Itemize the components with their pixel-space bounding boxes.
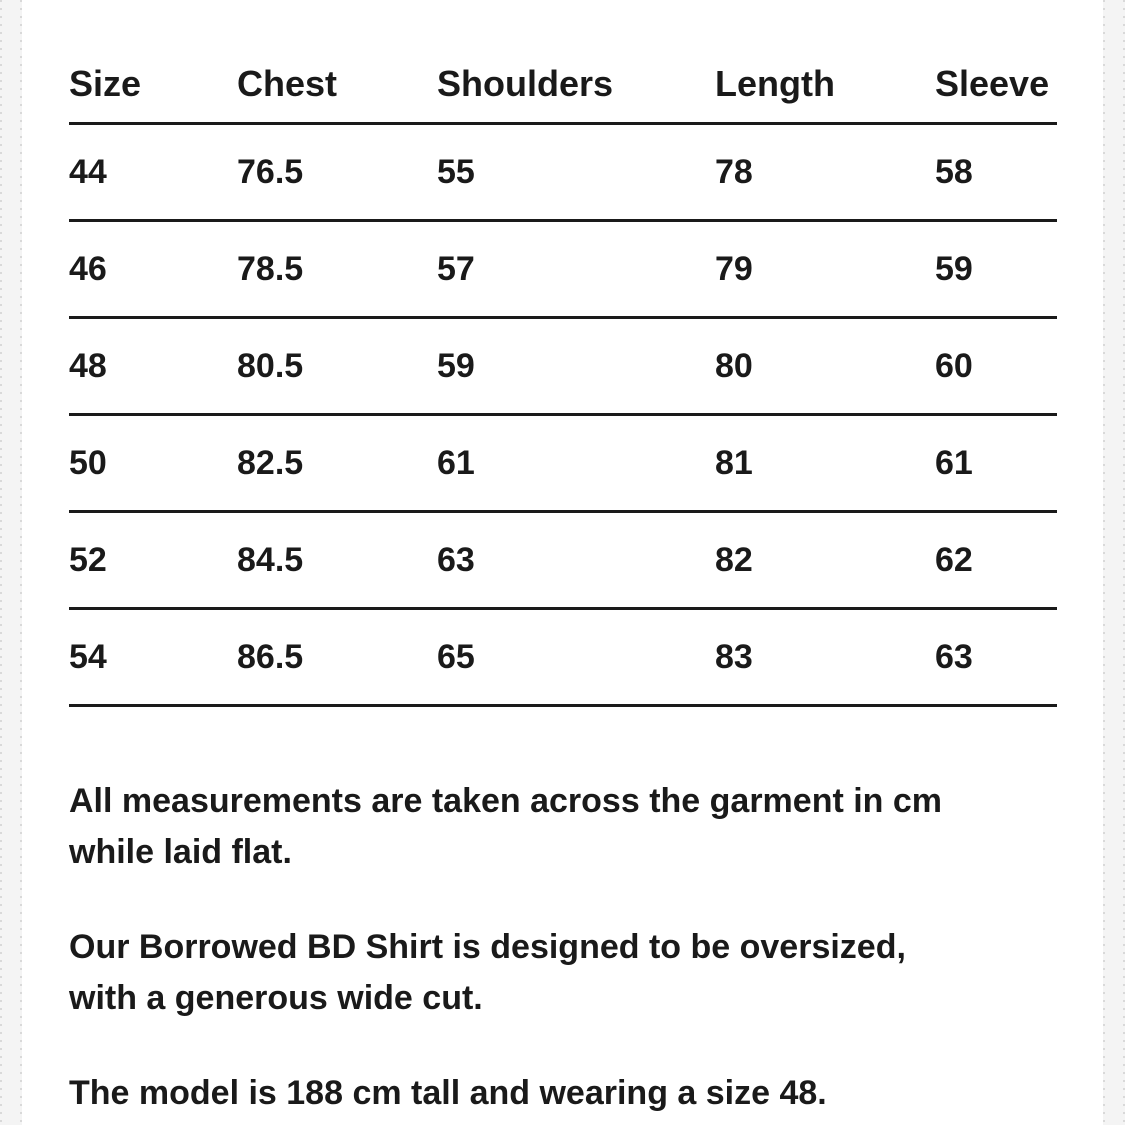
table-row <box>69 319 1057 416</box>
size-cell: 46 <box>69 249 107 288</box>
length-cell: 78 <box>715 152 753 191</box>
length-cell: 80 <box>715 346 753 385</box>
header-sleeve: Sleeve <box>935 63 1050 104</box>
table-row <box>69 125 1057 222</box>
length-cell: 79 <box>715 249 753 288</box>
sleeve-cell: 59 <box>935 249 973 288</box>
table-row <box>69 416 1057 513</box>
sleeve-cell: 60 <box>935 346 973 385</box>
fit-note <box>69 922 1069 1024</box>
header-chest: Chest <box>237 63 338 104</box>
size-table <box>69 46 1057 707</box>
size-cell: 54 <box>69 637 107 676</box>
chest-cell: 80.5 <box>237 346 304 385</box>
sleeve-cell: 58 <box>935 152 973 191</box>
chest-cell: 84.5 <box>237 540 304 579</box>
header-size: Size <box>69 63 142 104</box>
measurement-note-line2: while laid flat. <box>69 833 292 871</box>
size-notes <box>69 776 1069 1119</box>
size-guide-sheet <box>22 0 1103 1125</box>
size-cell: 44 <box>69 152 107 191</box>
header-shoulders: Shoulders <box>437 63 614 104</box>
length-cell: 81 <box>715 443 753 482</box>
measurement-note-line1: All measurements are taken across the garment in cm <box>69 782 943 820</box>
size-cell: 48 <box>69 346 107 385</box>
chest-cell: 82.5 <box>237 443 304 482</box>
chest-cell: 78.5 <box>237 249 304 288</box>
header-length: Length <box>715 63 835 104</box>
sleeve-cell: 62 <box>935 540 973 579</box>
chest-cell: 76.5 <box>237 152 304 191</box>
length-cell: 82 <box>715 540 753 579</box>
size-cell: 50 <box>69 443 107 482</box>
shoulders-cell: 63 <box>437 540 475 579</box>
model-note: The model is 188 cm tall and wearing a size 48. <box>69 1074 827 1112</box>
right-border-strip <box>1103 0 1125 1125</box>
table-header-row <box>69 46 1057 125</box>
fit-note-line1: Our Borrowed BD Shirt is designed to be oversized, <box>69 928 906 966</box>
sleeve-cell: 63 <box>935 637 973 676</box>
size-cell: 52 <box>69 540 107 579</box>
table-row <box>69 610 1057 707</box>
sleeve-cell: 61 <box>935 443 973 482</box>
measurement-note <box>69 776 1069 878</box>
left-border-strip <box>0 0 22 1125</box>
table-row <box>69 222 1057 319</box>
table-row <box>69 513 1057 610</box>
shoulders-cell: 61 <box>437 443 475 482</box>
chest-cell: 86.5 <box>237 637 304 676</box>
length-cell: 83 <box>715 637 753 676</box>
shoulders-cell: 57 <box>437 249 475 288</box>
shoulders-cell: 59 <box>437 346 475 385</box>
shoulders-cell: 55 <box>437 152 475 191</box>
shoulders-cell: 65 <box>437 637 475 676</box>
fit-note-line2: with a generous wide cut. <box>69 979 483 1017</box>
